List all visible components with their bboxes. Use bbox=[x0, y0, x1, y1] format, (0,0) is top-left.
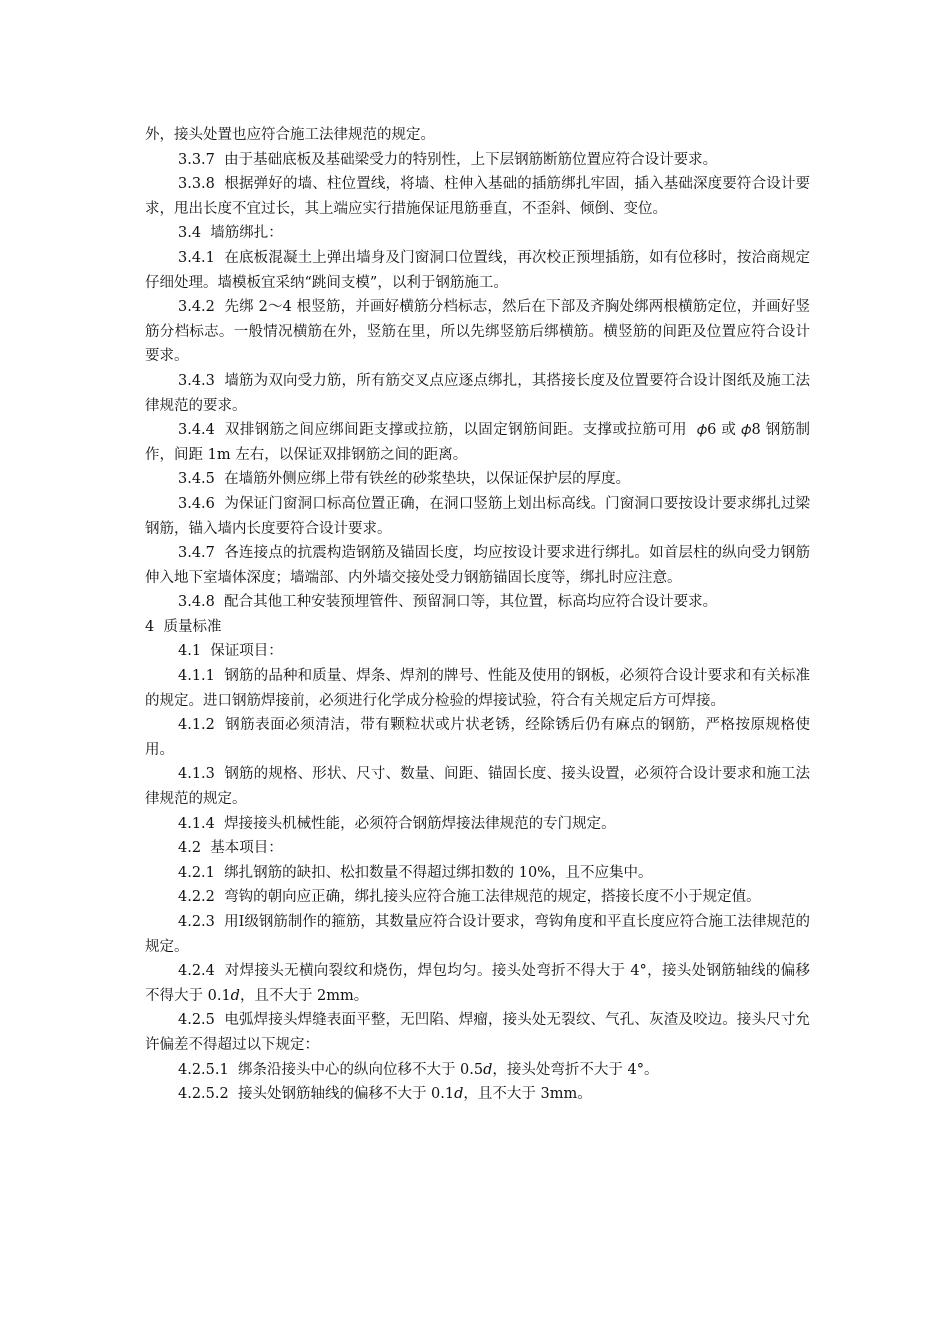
chapter-heading: 4 质量标准 bbox=[145, 618, 222, 635]
paragraph: 4.1.4 焊接接头机械性能，必须符合钢筋焊接法律规范的专门规定。 bbox=[178, 815, 616, 832]
paragraph: 3.4.5 在墙筋外侧应绑上带有铁丝的砂浆垫块，以保证保护层的厚度。 bbox=[178, 471, 631, 488]
paragraph: 3.4.3 墙筋为双向受力筋，所有筋交叉点应逐点绑扎，其搭接长度及位置要符合设计图纸及施工法律规范的要求。 bbox=[145, 372, 810, 414]
paragraph: 3.4.2 先绑 2～4 根竖筋，并画好横筋分档标志，然后在下部及齐胸处绑两根横筋定位，并画好竖筋分档标志。一般情况横筋在外，竖筋在里，所以先绑竖筋后绑横筋。横竖筋的间距及位置应符合设计要求。 bbox=[145, 299, 810, 365]
paragraph: 外，接头处置也应符合施工法律规范的规定。 bbox=[145, 127, 435, 143]
paragraph: 4.1.2 钢筋表面必须清洁，带有颗粒状或片状老锈，经除锈后仍有麻点的钢筋，严格按原规格使用。 bbox=[145, 717, 810, 758]
section-heading: 4.2 基本项目： bbox=[178, 840, 283, 857]
paragraph: 3.4.7 各连接点的抗震构造钢筋及锚固长度，均应按设计要求进行绑扎。如首层柱的纵向受力钢筋伸入地下室墙体深度；墙端部、内外墙交接处受力钢筋锚固长度等，绑扎时应注意。 bbox=[145, 545, 810, 586]
document-body bbox=[145, 123, 810, 1107]
paragraph: 4.2.2 弯钩的朝向应正确，绑扎接头应符合施工法律规范的规定，搭接长度不小于规定值。 bbox=[178, 889, 761, 906]
paragraph: 3.4.6 为保证门窗洞口标高位置正确，在洞口竖筋上划出标高线。门窗洞口要按设计要求绑扎过梁钢筋，锚入墙内长度要符合设计要求。 bbox=[145, 495, 810, 537]
paragraph: 3.4.4 双排钢筋之间应绑间距支撑或拉筋，以固定钢筋间距。支撑或拉筋可用 𝜙6 或 𝜙8 钢筋制作，间距 1m 左右，以保证双排钢筋之间的距离。 bbox=[145, 422, 810, 463]
paragraph: 3.4.8 配合其他工种安装预埋管件、预留洞口等，其位置，标高均应符合设计要求。 bbox=[178, 594, 718, 611]
paragraph: 4.2.1 绑扎钢筋的缺扣、松扣数量不得超过绑扣数的 10%，且不应集中。 bbox=[178, 864, 653, 881]
paragraph: 4.2.5 电弧焊接头焊缝表面平整，无凹陷、焊瘤，接头处无裂纹、气孔、灰渣及咬边。接头尺寸允许偏差不得超过以下规定： bbox=[145, 1012, 810, 1053]
section-heading: 4.1 保证项目： bbox=[178, 643, 283, 660]
paragraph: 3.3.8 根据弹好的墙、柱位置线，将墙、柱伸入基础的插筋绑扎牢固，插入基础深度要符合设计要求，甩出长度不宜过长，其上端应实行措施保证甩筋垂直，不歪斜、倾倒、变位。 bbox=[145, 176, 810, 217]
paragraph: 4.2.3 用Ⅰ级钢筋制作的箍筋，其数量应符合设计要求，弯钩角度和平直长度应符合施工法律规范的规定。 bbox=[145, 914, 810, 955]
paragraph: 4.2.5.1 绑条沿接头中心的纵向位移不大于 0.5𝑑，接头处弯折不大于 4°。 bbox=[178, 1061, 659, 1078]
paragraph: 4.2.5.2 接头处钢筋轴线的偏移不大于 0.1𝑑，且不大于 3mm。 bbox=[178, 1086, 592, 1103]
paragraph: 4.1.3 钢筋的规格、形状、尺寸、数量、间距、锚固长度、接头设置，必须符合设计要求和施工法律规范的规定。 bbox=[145, 766, 810, 808]
paragraph: 3.3.7 由于基础底板及基础梁受力的特别性，上下层钢筋断筋位置应符合设计要求。 bbox=[178, 151, 718, 168]
section-heading: 3.4 墙筋绑扎： bbox=[178, 225, 283, 242]
paragraph: 4.1.1 钢筋的品种和质量、焊条、焊剂的牌号、性能及使用的钢板，必须符合设计要求和有关标准的规定。进口钢筋焊接前，必须进行化学成分检验的焊接试验，符合有关规定后方可焊接。 bbox=[145, 668, 810, 709]
paragraph: 3.4.1 在底板混凝土上弹出墙身及门窗洞口位置线，再次校正预埋插筋，如有位移时，按洽商规定仔细处理。墙模板宜采纳“跳间支模”，以利于钢筋施工。 bbox=[145, 249, 810, 291]
paragraph: 4.2.4 对焊接头无横向裂纹和烧伤，焊包均匀。接头处弯折不得大于 4°，接头处钢筋轴线的偏移不得大于 0.1𝑑，且不大于 2mm。 bbox=[145, 963, 810, 1004]
